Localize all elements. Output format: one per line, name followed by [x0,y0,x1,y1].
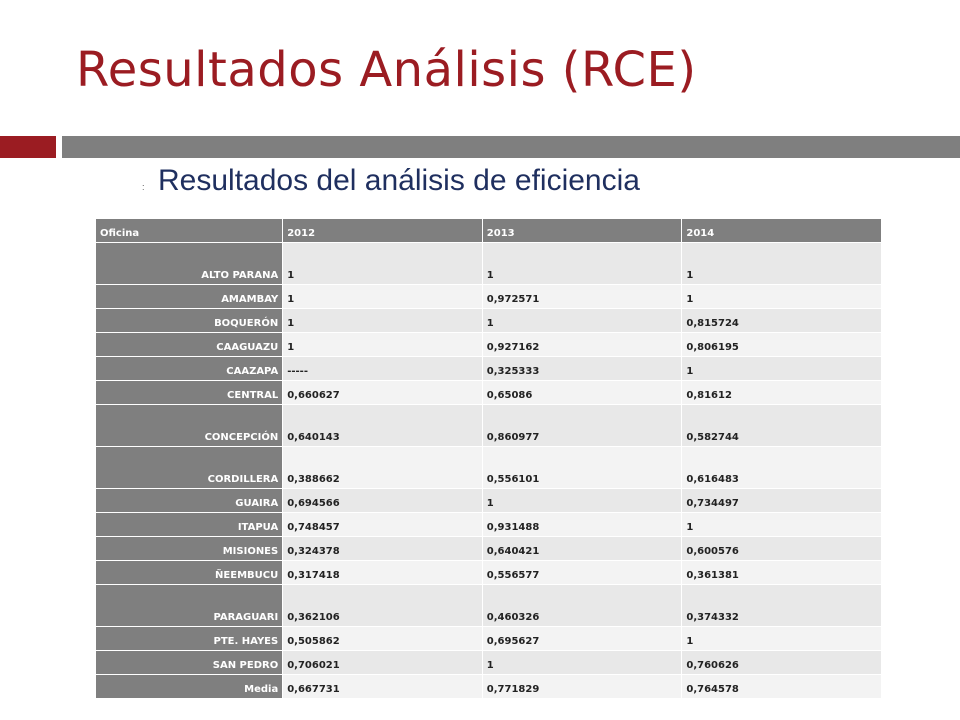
value-2013-cell: 1 [482,309,682,333]
value-2013-cell: 0,640421 [482,537,682,561]
value-2014-cell: 0,815724 [682,309,882,333]
value-2012-cell: 0,660627 [283,381,483,405]
value-2013-cell: 0,927162 [482,333,682,357]
efficiency-table [95,218,882,699]
value-2014-cell: 0,806195 [682,333,882,357]
value-2014-cell: 1 [682,285,882,309]
table-row [96,285,882,309]
table-row [96,357,882,381]
value-2012-cell: 1 [283,285,483,309]
table-row [96,537,882,561]
table-row [96,627,882,651]
office-cell: GUAIRA [96,489,283,513]
value-2014-cell: 0,764578 [682,675,882,699]
value-2014-cell: 1 [682,627,882,651]
value-2013-cell: 0,556577 [482,561,682,585]
value-2013-cell: 0,931488 [482,513,682,537]
office-cell: ALTO PARANA [96,243,283,285]
value-2014-cell: 0,361381 [682,561,882,585]
value-2012-cell: 0,317418 [283,561,483,585]
value-2013-cell: 0,460326 [482,585,682,627]
table-row [96,489,882,513]
office-cell: ITAPUA [96,513,283,537]
value-2014-cell: 0,81612 [682,381,882,405]
office-cell: CAAGUAZU [96,333,283,357]
value-2013-cell: 1 [482,243,682,285]
value-2012-cell: ----- [283,357,483,381]
value-2014-cell: 1 [682,243,882,285]
slide-title: Resultados Análisis (RCE) [76,42,697,98]
office-cell: CONCEPCIÓN [96,405,283,447]
table-row [96,405,882,447]
value-2014-cell: 0,616483 [682,447,882,489]
column-header-office: Oficina [96,219,283,243]
value-2012-cell: 0,694566 [283,489,483,513]
value-2013-cell: 1 [482,489,682,513]
value-2013-cell: 0,325333 [482,357,682,381]
value-2014-cell: 0,374332 [682,585,882,627]
table-row [96,447,882,489]
table-row [96,309,882,333]
value-2013-cell: 0,860977 [482,405,682,447]
value-2012-cell: 0,362106 [283,585,483,627]
value-2013-cell: 0,695627 [482,627,682,651]
office-cell: SAN PEDRO [96,651,283,675]
office-cell: ÑEEMBUCU [96,561,283,585]
divider-bar [62,136,960,158]
bullet-marker: : [142,182,145,192]
table-row [96,585,882,627]
column-header-2012: 2012 [283,219,483,243]
value-2013-cell: 0,972571 [482,285,682,309]
value-2013-cell: 0,65086 [482,381,682,405]
value-2012-cell: 0,640143 [283,405,483,447]
table-row [96,651,882,675]
office-cell: PTE. HAYES [96,627,283,651]
value-2014-cell: 0,760626 [682,651,882,675]
office-cell: CENTRAL [96,381,283,405]
slide-subtitle: Resultados del análisis de eficiencia [158,164,640,197]
accent-bar [0,136,56,158]
value-2013-cell: 0,771829 [482,675,682,699]
office-cell: CORDILLERA [96,447,283,489]
office-cell: Media [96,675,283,699]
value-2012-cell: 1 [283,309,483,333]
value-2013-cell: 1 [482,651,682,675]
value-2012-cell: 1 [283,243,483,285]
office-cell: PARAGUARI [96,585,283,627]
value-2012-cell: 0,505862 [283,627,483,651]
table-row [96,381,882,405]
value-2014-cell: 1 [682,357,882,381]
value-2013-cell: 0,556101 [482,447,682,489]
table-row [96,561,882,585]
value-2012-cell: 0,667731 [283,675,483,699]
value-2014-cell: 0,582744 [682,405,882,447]
table-row [96,243,882,285]
column-header-2013: 2013 [482,219,682,243]
value-2012-cell: 0,706021 [283,651,483,675]
value-2012-cell: 0,324378 [283,537,483,561]
table-header-row [96,219,882,243]
column-header-2014: 2014 [682,219,882,243]
office-cell: AMAMBAY [96,285,283,309]
table-row [96,333,882,357]
office-cell: BOQUERÓN [96,309,283,333]
value-2014-cell: 0,734497 [682,489,882,513]
value-2014-cell: 0,600576 [682,537,882,561]
value-2012-cell: 1 [283,333,483,357]
value-2012-cell: 0,748457 [283,513,483,537]
table-row [96,675,882,699]
value-2014-cell: 1 [682,513,882,537]
office-cell: CAAZAPA [96,357,283,381]
value-2012-cell: 0,388662 [283,447,483,489]
table-row [96,513,882,537]
office-cell: MISIONES [96,537,283,561]
